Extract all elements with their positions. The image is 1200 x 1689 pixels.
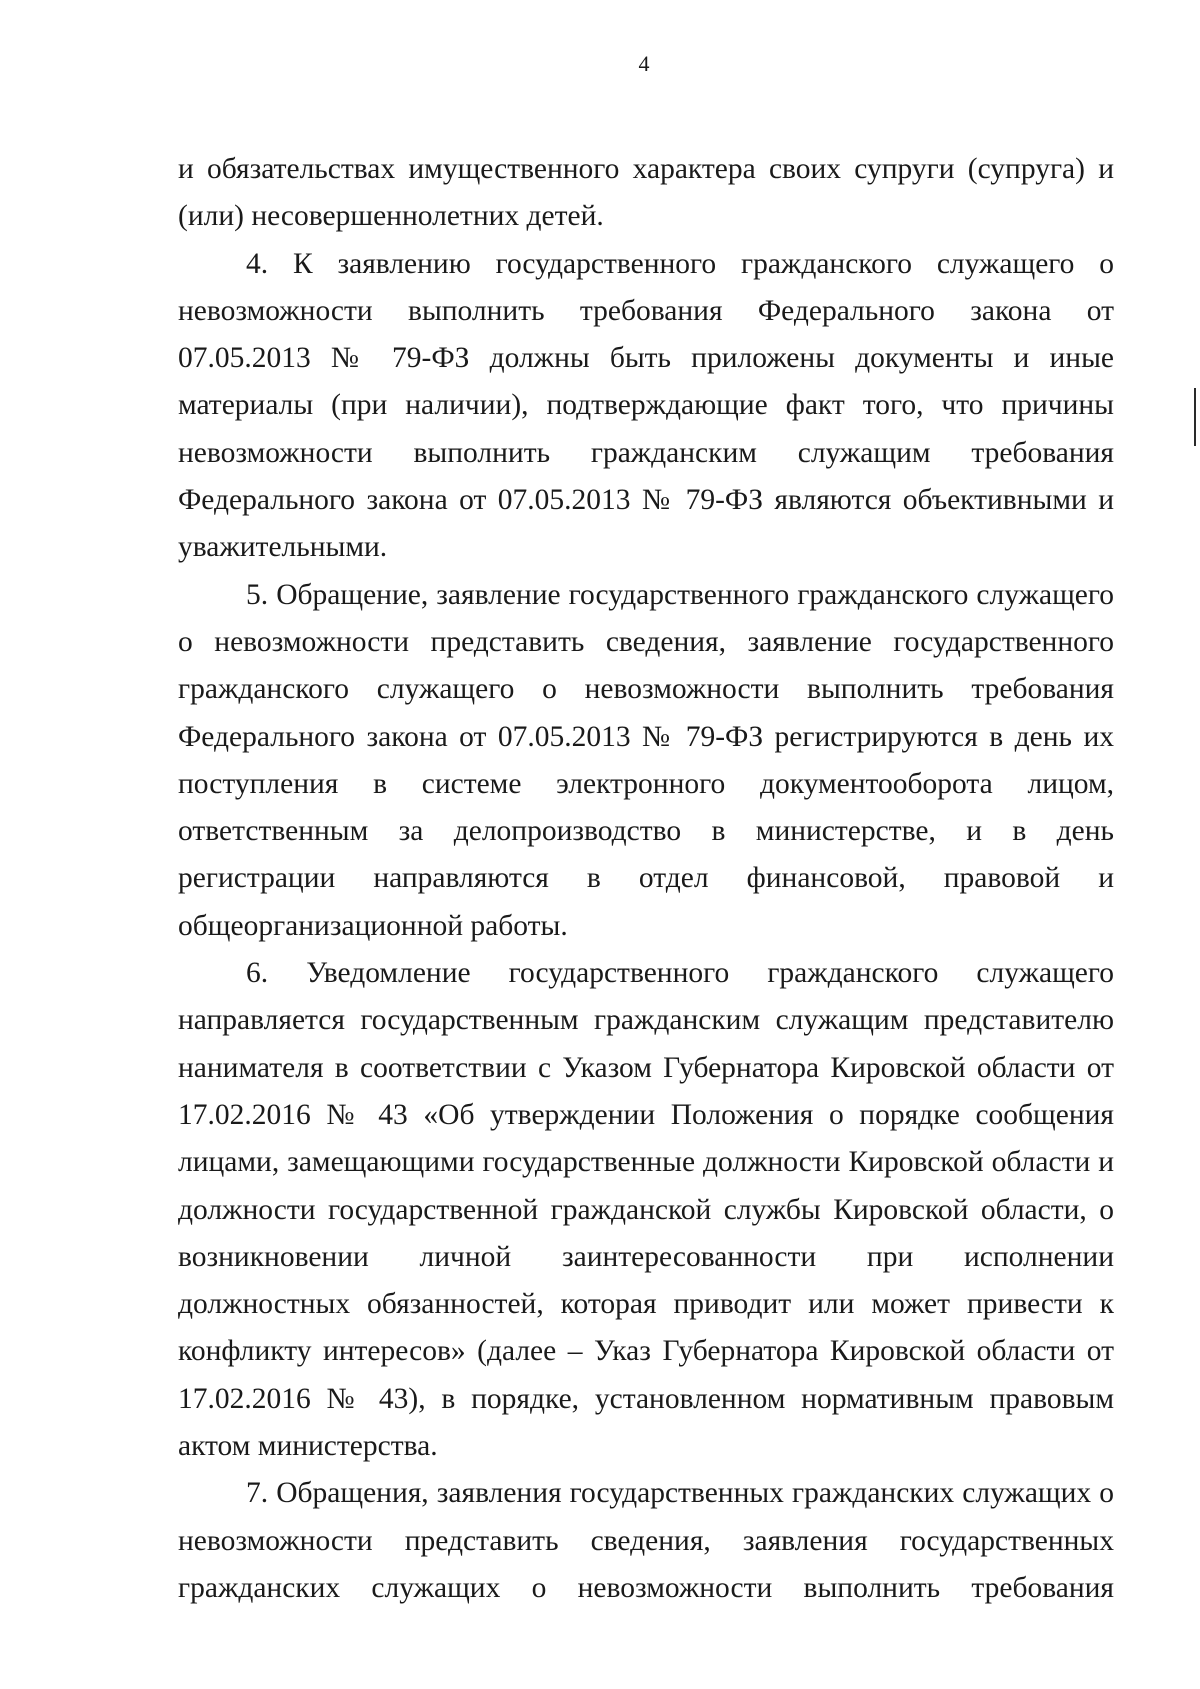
scan-edge-mark — [1194, 388, 1196, 446]
paragraph-continuation: и обязательствах имущественного характера своих супруги (супруга) и (или) несовершеннолетних детей. — [178, 153, 1114, 233]
page-number: 4 — [638, 51, 650, 76]
paragraph-item-4: 4. К заявлению государственного гражданского служащего о невозможности выполнить требования Федерального закона от 07.05.2013 № 79-ФЗ должны быть приложены документы и иные материалы (при наличии), подтверждающие факт того, что причины невозможности выполнить гражданским служащим требования Федерального закона от 07.05.2013 № 79-ФЗ являются объективными и уважительными. — [178, 247, 1114, 564]
document-body — [178, 146, 1114, 1612]
paragraph-item-7: 7. Обращения, заявления государственных гражданских служащих о невозможности представить сведения, заявления государственных гражданских служащих о невозможности выполнить требования — [178, 1477, 1114, 1604]
paragraph-item-6: 6. Уведомление государственного гражданского служащего направляется государственным гражданским служащим представителю нанимателя в соответствии с Указом Губернатора Кировской области от 17.02.2016 № 43 «Об утверждении Положения о порядке сообщения лицами, замещающими государственные должности Кировской области и должности государственной гражданской службы Кировской области, о возникновении личной заинтересованности при исполнении должностных обязанностей, которая приводит или может привести к конфликту интересов» (далее – Указ Губернатора Кировской области от 17.02.2016 № 43), в порядке, установленном нормативным правовым актом министерства. — [178, 957, 1114, 1463]
paragraph-item-5: 5. Обращение, заявление государственного гражданского служащего о невозможности представить сведения, заявление государственного гражданского служащего о невозможности выполнить требования Федерального закона от 07.05.2013 № 79-ФЗ регистрируются в день их поступления в системе электронного документооборота лицом, ответственным за делопроизводство в министерстве, и в день регистрации направляются в отдел финансовой, правовой и общеорганизационной работы. — [178, 578, 1114, 942]
